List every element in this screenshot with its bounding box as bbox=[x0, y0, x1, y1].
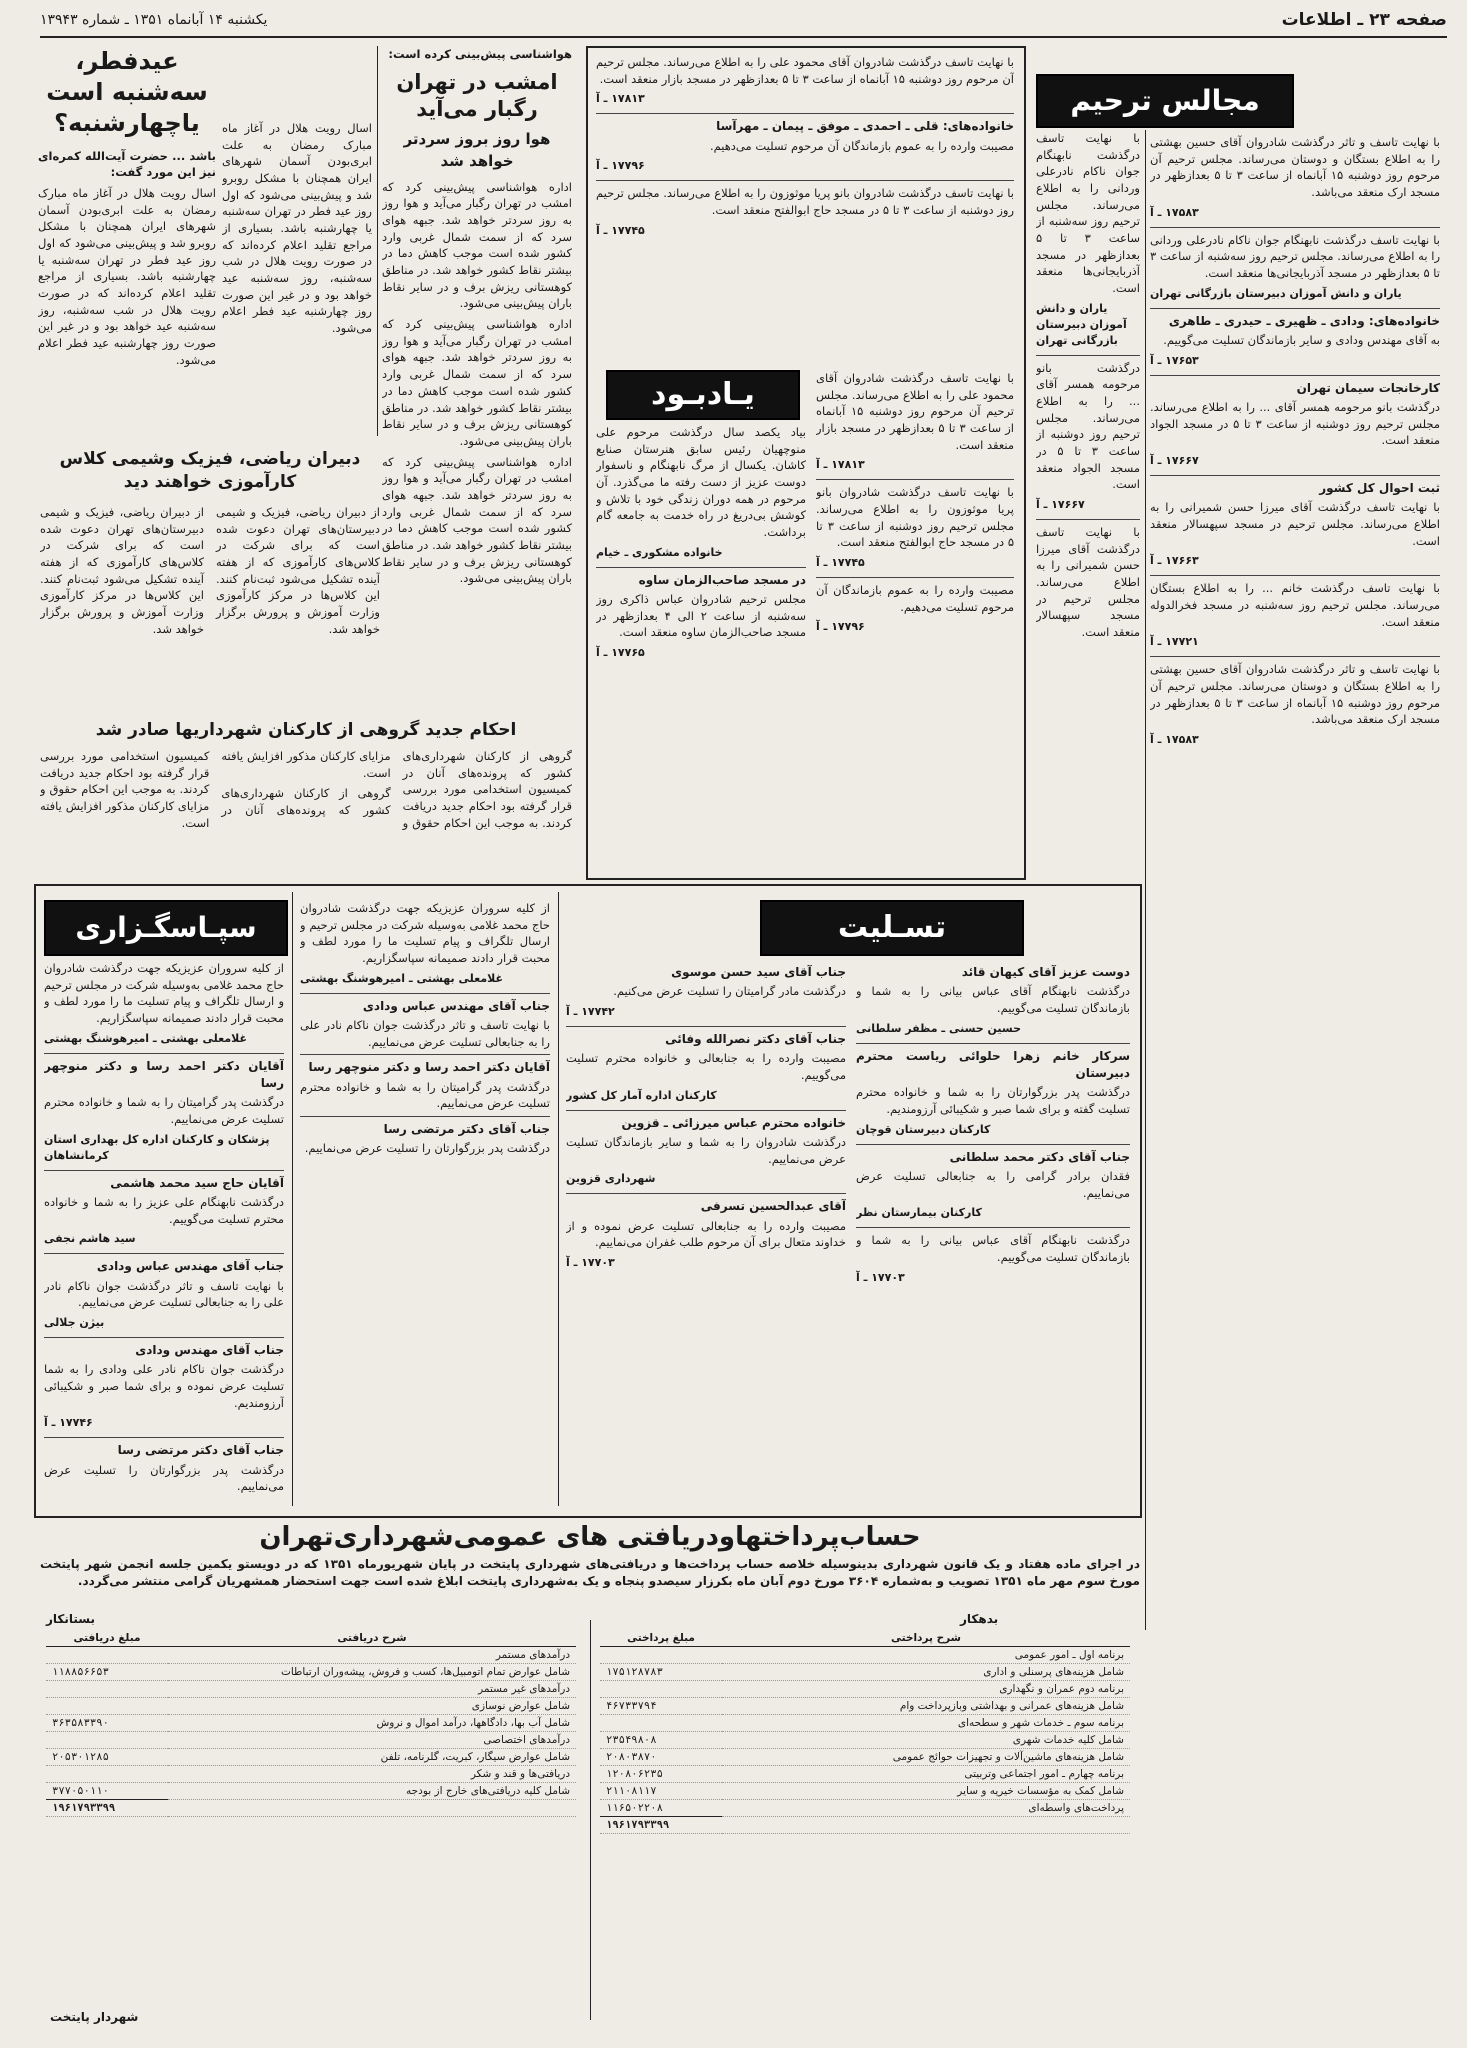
sepasgozari-banner: سپـاسگـزاری bbox=[44, 900, 288, 956]
table-cell-amount: ۴۶۷۳۳۷۹۴ bbox=[600, 1698, 722, 1715]
sepas-item-5 bbox=[44, 1442, 284, 1500]
majales-item-body: با نهایت تاسف و تاثر درگذشت شادروان آقای حسین بهشتی را به اطلاع بستگان و دوستان می‌رساند. مجلس ترحیم آن مرحوم روز دوشنبه ۱۵ آبانماه از ساعت ۳ تا ۵ بعدازظهر در مسجد ارک منعقد می‌باشد. bbox=[1150, 135, 1440, 200]
table-cell-amount: ۲۱۱۰۸۱۱۷ bbox=[600, 1783, 722, 1800]
sepas-column bbox=[44, 960, 284, 1500]
issue-date: یکشنبه ۱۴ آبانماه ۱۳۵۱ ـ شماره ۱۳۹۴۳ bbox=[40, 12, 268, 28]
mayor-signature: شهردار پایتخت bbox=[50, 2010, 139, 2024]
sepas2-item-title: آقایان دکتر احمد رسا و دکتر منوچهر رسا bbox=[308, 1060, 550, 1075]
mid-item-sig: ۱۷۷۹۶ ـ آ bbox=[596, 159, 645, 173]
yadbood-item-body: مجلس ترحیم شادروان عباس ذاکری روز سه‌شنبه از ساعت ۲ الی ۴ بعدازظهر در مسجد صاحب‌الزمان ساوه منعقد است. bbox=[596, 592, 806, 640]
table-row bbox=[46, 1698, 576, 1715]
tasliat-item-body: مصیبت وارده را به جنابعالی تسلیت عرض نموده و از خداوند متعال برای آن مرحوم طلب غفران می‌نماییم. bbox=[566, 1218, 846, 1250]
table-cell-amount bbox=[600, 1647, 722, 1664]
page-header bbox=[40, 8, 1447, 38]
table-cell-description: شامل کمک به مؤسسات خیریه و سایر bbox=[722, 1783, 1130, 1800]
tasliat-item-sig: ۱۷۷۰۳ ـ آ bbox=[856, 1270, 905, 1284]
sepas-item-3 bbox=[44, 1258, 284, 1331]
sepas2-item-title: جناب آقای مهندس عباس ودادی bbox=[362, 998, 550, 1013]
table-cell-description: برنامه چهارم ـ امور اجتماعی وتربیتی bbox=[722, 1766, 1130, 1783]
municipality-body-text: گروهی از کارکنان شهرداری‌های کشور که پرونده‌های آنان در کمیسیون استخدامی مورد بررسی قرار گرفته بود احکام جدید دریافت کردند. به موجب این احکام حقوق و مزایای کارکنان مذکور افزایش یافته است. bbox=[221, 749, 572, 830]
math-body bbox=[40, 504, 380, 654]
table-cell-description: شامل عوارض سیگار، کبریت، گلرنامه، تلفن bbox=[168, 1749, 576, 1766]
page-label: صفحه ۲۳ ـ اطلاعات bbox=[1281, 10, 1447, 30]
table-row bbox=[46, 1749, 576, 1766]
sepas-item-body: درگذشت پدر گرامیتان را به شما و خانواده محترم تسلیت عرض می‌نماییم. bbox=[44, 1095, 284, 1127]
majales-item-title: ثبت احوال کل کشور bbox=[1319, 480, 1440, 495]
table-cell-description: درآمدهای غیر مستمر bbox=[168, 1681, 576, 1698]
yadbood-items bbox=[596, 424, 806, 864]
sepas-item-title: جناب آقای مهندس عباس ودادی bbox=[96, 1259, 284, 1274]
tasliat-item-sig: کارکنان دبیرستان قوچان bbox=[856, 1122, 991, 1136]
sepas2-item-body: درگذشت پدر گرامیتان را به شما و خانواده محترم تسلیت عرض می‌نماییم. bbox=[300, 1079, 550, 1111]
sepas2-item-0 bbox=[300, 900, 550, 987]
mid-right-sig: ۱۷۸۱۳ ـ آ bbox=[816, 458, 865, 472]
column-header: شرح پرداختی bbox=[722, 1630, 1130, 1647]
tasliat-item-sig: ۱۷۷۰۳ ـ آ bbox=[566, 1256, 615, 1270]
tasliat-item-body: درگذشت شادروان را به شما و سایر بازماندگان تسلیت عرض می‌نماییم. bbox=[566, 1135, 846, 1166]
table-cell-amount bbox=[46, 1766, 168, 1783]
payments-total: ۱۹۶۱۷۹۳۳۹۹ bbox=[600, 1817, 722, 1834]
majales-item-2 bbox=[1150, 313, 1440, 369]
mid-item-0 bbox=[596, 54, 1014, 107]
sepas2-item-body: با نهایت تاسف و تاثر درگذشت جوان ناکام نادر علی را به جنابعالی تسلیت عرض می‌نماییم. bbox=[300, 1018, 550, 1049]
sepas-item-body: درگذشت جوان ناکام نادر علی ودادی را به شما تسلیت عرض نموده و برای شما صبر و شکیبائی آرزومندیم. bbox=[44, 1362, 284, 1410]
tasliat-item-5 bbox=[566, 1115, 846, 1188]
tasliat-item-6 bbox=[566, 1198, 846, 1271]
column-header: مبلغ پرداختی bbox=[600, 1630, 722, 1647]
tasliat-item-title: خانواده محترم عباس میرزائی ـ قزوین bbox=[621, 1115, 846, 1130]
sepas-item-body: درگذشت پدر بزرگوارتان را تسلیت عرض می‌نماییم. bbox=[44, 1462, 284, 1494]
yadbood-item-1 bbox=[596, 572, 806, 661]
tasliat-item-title: دوست عزیز آقای کیهان قائد bbox=[961, 965, 1130, 979]
table-cell-amount: ۲۰۵۳۰۱۲۸۵ bbox=[46, 1749, 168, 1766]
table-row bbox=[600, 1698, 1130, 1715]
sepas2-item-2 bbox=[300, 1059, 550, 1112]
majales-item-sig: ۱۷۶۵۳ ـ آ bbox=[1150, 353, 1199, 367]
sepas-item-body: درگذشت نابهنگام علی عزیز را به شما و خانواده محترم تسلیت می‌گوییم. bbox=[44, 1195, 284, 1226]
majales-item-body: با نهایت تاسف درگذشت نابهنگام جوان ناکام نادرعلی وردانی را به اطلاع می‌رساند. مجلس ترحیم روز سه‌شنبه از ساعت ۳ تا ۵ بعدازظهر در مسجد آذربایجانی‌ها منعقد است. bbox=[1150, 232, 1440, 280]
table-row bbox=[46, 1783, 576, 1800]
weather-body-3: اداره هواشناسی پیش‌بینی کرد که امشب در تهران رگبار می‌آید و هوا روز به روز سردتر خواهد شد. جبهه هوای سرد که از سمت شمال غربی وارد کشور شده است موجب کاهش دما در بیشتر نقاط کشور خواهد شد. در مناطق کوهستانی ریزش برف و در سایر نقاط باران پیش‌بینی می‌شود. bbox=[382, 454, 572, 586]
majales-item-4 bbox=[1150, 480, 1440, 569]
municipality-headline: احکام جدید گروهی از کارکنان شهرداریها صادر شد bbox=[95, 720, 517, 740]
majales-item-body: به آقای مهندس ودادی و سایر بازماندگان تسلیت می‌گوییم. bbox=[1163, 332, 1440, 347]
payments-table bbox=[600, 1630, 1130, 1834]
eid-intro: باشد ... حضرت آیت‌الله کمره‌ای نیز این مورد گفت: bbox=[38, 148, 216, 180]
sepas-item-sig: سید هاشم نجفی bbox=[44, 1232, 136, 1246]
tasliat-banner: تسـلیت bbox=[760, 900, 1024, 956]
table-cell-amount bbox=[46, 1698, 168, 1715]
mid-item-sig: ۱۷۸۱۳ ـ آ bbox=[596, 92, 645, 106]
table-cell-description: شامل آب بها، دادگاهها، درآمد اموال و نروش bbox=[168, 1715, 576, 1732]
column-header: شرح دریافتی bbox=[168, 1630, 576, 1647]
majales-banner: مجالس ترحیم bbox=[1036, 74, 1294, 128]
weather-kicker: هواشناسی پیش‌بینی کرده است: bbox=[388, 47, 572, 61]
table-cell-amount: ۳۶۳۵۸۳۳۹۰ bbox=[46, 1715, 168, 1732]
table-cell-description: درآمدهای اختصاصی bbox=[168, 1732, 576, 1749]
mid-item-2 bbox=[596, 185, 1014, 238]
table-cell-description: شامل عوارض تمام اتومبیل‌ها، کسب و فروش، پیشه‌وران ارتباطات bbox=[168, 1664, 576, 1681]
table-cell-description: شامل هزینه‌های پرسنلی و اداری bbox=[722, 1664, 1130, 1681]
mid-item-1 bbox=[596, 118, 1014, 174]
tasliat-item-sig: کارکنان بیمارستان نظر bbox=[856, 1206, 982, 1220]
majales-item-0 bbox=[1150, 134, 1440, 221]
tasliat-column-left bbox=[566, 960, 846, 1500]
table-cell-amount: ۱۷۵۱۲۸۷۸۳ bbox=[600, 1664, 722, 1681]
sepas-item-sig bbox=[44, 1499, 284, 1500]
majales-inner-body: با نهایت تاسف درگذشت نابهنگام جوان ناکام نادرعلی وردانی را به اطلاع می‌رساند. مجلس ترحیم روز سه‌شنبه از ساعت ۳ تا ۵ بعدازظهر در مسجد آذربایجانی‌ها منعقد است. bbox=[1036, 131, 1140, 296]
finance-credit-label: بستانکار bbox=[46, 1612, 96, 1626]
tasliat-item-body: فقدان برادر گرامی را به جنابعالی تسلیت عرض می‌نماییم. bbox=[856, 1169, 1130, 1200]
table-row bbox=[600, 1664, 1130, 1681]
majales-item-6 bbox=[1150, 661, 1440, 748]
tasliat-item-3 bbox=[566, 964, 846, 1020]
tasliat-item-title: جناب آقای دکتر محمد سلطانی bbox=[949, 1149, 1130, 1164]
weather-article bbox=[382, 46, 572, 666]
majales-item-title: خانواده‌های: ودادی ـ ظهیری ـ حیدری ـ طاهری bbox=[1168, 313, 1440, 328]
majales-item-body: با نهایت تاسف درگذشت آقای میرزا حسن شمیرانی را به اطلاع می‌رساند. مجلس ترحیم در مسجد سپهسالار منعقد است. bbox=[1150, 500, 1440, 548]
mid-item-body: مصیبت وارده را به عموم بازماندگان آن مرحوم تسلیت می‌دهیم. bbox=[709, 138, 1014, 153]
sepas-item-sig: ۱۷۷۴۶ ـ آ bbox=[44, 1416, 93, 1430]
yadbood-item-0 bbox=[596, 424, 806, 561]
tasliat-item-0 bbox=[856, 964, 1130, 1037]
sepas-item-sig: غلامعلی بهشتی ـ امیرهوشنگ بهشتی bbox=[44, 1031, 248, 1045]
sepas-item-1 bbox=[44, 1058, 284, 1164]
table-row bbox=[46, 1647, 576, 1664]
right-column-divider bbox=[1145, 130, 1146, 1630]
table-total-row bbox=[600, 1817, 1130, 1834]
weather-headline: امشب در تهران رگبار می‌آید bbox=[396, 69, 558, 121]
mid-obituaries bbox=[596, 54, 1014, 354]
eid-body-cont: اسال رویت هلال در آغاز ماه مبارک رمضان به علت ابری‌بودن آسمان شهرهای ایران همچنان با مشکل روبرو شد و پیش‌بینی می‌شود که اول روز عید فطر در تهران سه‌شنبه یا چهارشنبه باشد. بسیاری از مراجع تقلید اعلام کرده‌اند که در صورت رویت هلال در شب سه‌شنبه، روز سه‌شنبه عید خواهد بود و در غیر این صورت روز چهارشنبه عید فطر اعلام می‌شود. bbox=[222, 121, 372, 336]
sepas2-item-title: جناب آقای دکتر مرتضی رسا bbox=[383, 1122, 550, 1137]
majales-column-inner bbox=[1036, 130, 1140, 870]
tasliat-item-body: درگذشت مادر گرامیتان را تسلیت عرض می‌کنیم. bbox=[613, 984, 846, 999]
receipts-table bbox=[46, 1630, 576, 1817]
table-row bbox=[600, 1766, 1130, 1783]
majales-item-3 bbox=[1150, 380, 1440, 469]
tasliat-item-title: جناب آقای سید حسن موسوی bbox=[671, 965, 846, 979]
tasliat-item-0b bbox=[856, 1232, 1130, 1285]
table-cell-description: برنامه دوم عمران و نگهداری bbox=[722, 1681, 1130, 1698]
table-cell-description: شامل کلیه دریافتی‌های خارج از بودجه bbox=[168, 1783, 576, 1800]
table-total-row bbox=[46, 1800, 576, 1817]
eid-body: اسال رویت هلال در آغاز ماه مبارک رمضان به علت ابری‌بودن آسمان شهرهای ایران همچنان با مشکل روبرو شد و پیش‌بینی می‌شود که اول روز عید فطر در تهران سه‌شنبه یا چهارشنبه باشد. بسیاری از مراجع تقلید اعلام کرده‌اند که در صورت رویت هلال در شب سه‌شنبه، روز سه‌شنبه عید خواهد بود و در غیر این صورت روز چهارشنبه عید فطر اعلام می‌شود. bbox=[38, 185, 216, 367]
table-cell-description: دریافتی‌ها و قند و شکر bbox=[168, 1766, 576, 1783]
tasliat-item-1 bbox=[856, 1048, 1130, 1138]
table-cell-amount: ۱۱۸۸۵۶۶۵۳ bbox=[46, 1664, 168, 1681]
table-row bbox=[600, 1732, 1130, 1749]
table-cell-description: شامل هزینه‌های عمرانی و بهداشتی وبازپرداخت وام bbox=[722, 1698, 1130, 1715]
sepas-item-0 bbox=[44, 960, 284, 1047]
table-row bbox=[600, 1715, 1130, 1732]
table-cell-description: شامل عوارض نوسازی bbox=[168, 1698, 576, 1715]
sepas-item-4 bbox=[44, 1342, 284, 1431]
table-cell-amount bbox=[600, 1681, 722, 1698]
table-cell-description: درآمدهای مستمر bbox=[168, 1647, 576, 1664]
table-cell-description: برنامه سوم ـ خدمات شهر و سطحه‌ای bbox=[722, 1715, 1130, 1732]
mid-obituaries-right bbox=[816, 370, 1014, 866]
yadbood-banner: یـادبـود bbox=[606, 370, 800, 420]
majales-inner-body-3: با نهایت تاسف درگذشت آقای میرزا حسن شمیرانی را به اطلاع می‌رساند. مجلس ترحیم در مسجد سپهسالار منعقد است. bbox=[1036, 524, 1140, 639]
sepas-item-sig: بیژن جلالی bbox=[44, 1316, 105, 1330]
table-row bbox=[46, 1630, 576, 1647]
mid-item-sig: ۱۷۷۴۵ ـ آ bbox=[596, 223, 645, 237]
majales-item-sig: ۱۷۶۶۳ ـ آ bbox=[1150, 554, 1199, 568]
finance-headline: حساب‌پرداختهاودریافتی های عمومی‌شهرداری‌تهران bbox=[259, 1522, 921, 1552]
math-headline: دبیران ریاضی، فیزیک وشیمی کلاس کارآموزی خواهند دید bbox=[59, 449, 361, 492]
column-header: مبلغ دریافتی bbox=[46, 1630, 168, 1647]
tasliat-column-right bbox=[856, 960, 1130, 1500]
tasliat-item-body: درگذشت نابهنگام آقای عباس بیانی را به شما و بازماندگان تسلیت می‌گوییم. bbox=[856, 1233, 1130, 1265]
tasliat-item-title: جناب آقای دکتر نصرالله وفائی bbox=[665, 1032, 846, 1046]
sepas2-item-1 bbox=[300, 998, 550, 1051]
sepas-item-title: جناب آقای مهندس ودادی bbox=[135, 1342, 284, 1357]
table-cell-amount: ۳۷۷۰۵۰۱۱۰ bbox=[46, 1783, 168, 1800]
sepas2-item-sig: غلامعلی بهشتی ـ امیرهوشنگ بهشتی bbox=[300, 971, 504, 985]
finance-debit-label: بدهکار bbox=[960, 1612, 999, 1626]
sepas-item-title: جناب آقای دکتر مرتضی رسا bbox=[117, 1443, 284, 1458]
sepas-item-title: آقایان حاج سید محمد هاشمی bbox=[110, 1175, 284, 1190]
yadbood-item-sig: خانواده مشکوری ـ خیام bbox=[596, 545, 723, 559]
majales-item-sig: ۱۷۶۶۷ ـ آ bbox=[1150, 453, 1199, 467]
mid-right-body: با نهایت تاسف درگذشت شادروان آقای محمود علی را به اطلاع می‌رساند. مجلس ترحیم آن مرحوم روز دوشنبه ۱۵ آبانماه از ساعت ۳ تا ۵ بعدازظهر در مسجد بازار منعقد است. bbox=[816, 371, 1014, 452]
weather-body: اداره هواشناسی پیش‌بینی کرد که امشب در تهران رگبار می‌آید و هوا روز به روز سردتر خواهد شد. جبهه هوای سرد که از سمت شمال غربی وارد کشور شده است موجب کاهش دما در بیشتر نقاط کشور خواهد شد. در مناطق کوهستانی ریزش برف و در سایر نقاط باران پیش‌بینی می‌شود. bbox=[382, 179, 572, 311]
majales-inner-body-2: درگذشت بانو مرحومه همسر آقای ... را به اطلاع می‌رساند. مجلس ترحیم روز دوشنبه از ساعت ۳ تا ۵ در مسجد الجواد منعقد است. bbox=[1036, 360, 1140, 492]
sepas-item-body: از کلیه سروران عزیزیکه جهت درگذشت شادروان حاج محمد غلامی به‌وسیله شرکت در مجلس ترحیم و ارسال تلگراف و پیام تسلیت ما را مورد لطف و محبت قرار دادند صمیمانه سپاسگزاریم. bbox=[44, 961, 284, 1026]
eid-headline: عیدفطر، سه‌شنبه است یاچهارشنبه؟ bbox=[46, 47, 208, 138]
eid-article-cont bbox=[222, 120, 372, 440]
majales-item-1 bbox=[1150, 232, 1440, 302]
tasliat-divider bbox=[558, 892, 559, 1506]
table-cell-amount: ۲۰۸۰۳۸۷۰ bbox=[600, 1749, 722, 1766]
table-row bbox=[600, 1749, 1130, 1766]
table-row bbox=[600, 1800, 1130, 1817]
table-cell-amount bbox=[46, 1681, 168, 1698]
finance-divider bbox=[590, 1620, 591, 2020]
mid-right-sig-2: ۱۷۷۴۵ ـ آ bbox=[816, 555, 865, 569]
municipality-body bbox=[40, 748, 572, 878]
table-cell-description: برنامه اول ـ امور عمومی bbox=[722, 1647, 1130, 1664]
table-row bbox=[600, 1783, 1130, 1800]
table-cell-amount bbox=[46, 1732, 168, 1749]
finance-intro bbox=[40, 1556, 1140, 1620]
majales-item-title: کارخانجات سیمان تهران bbox=[1296, 380, 1440, 395]
tasliat-item-4 bbox=[566, 1031, 846, 1104]
tasliat-item-sig: کارکنان اداره آمار کل کشور bbox=[566, 1088, 717, 1102]
tasliat-item-body: درگذشت پدر بزرگوارتان را به شما و خانواده محترم تسلیت گفته و برای شما صبر و شکیبائی آرزومندیم. bbox=[856, 1085, 1130, 1117]
majales-item-body: درگذشت بانو مرحومه همسر آقای ... را به اطلاع می‌رساند. مجلس ترحیم روز دوشنبه از ساعت ۳ تا ۵ در مسجد الجواد منعقد است. bbox=[1150, 399, 1440, 448]
majales-item-sig: یاران و دانش آموزان دبیرستان بازرگانی تهران bbox=[1150, 286, 1402, 300]
majales-item-sig: ۱۷۷۲۱ ـ آ bbox=[1150, 635, 1199, 649]
table-cell-description: شامل هزینه‌های ماشین‌آلات و تجهیزات حوائج عمومی bbox=[722, 1749, 1130, 1766]
weather-subhead: هوا روز بروز سردتر خواهد شد bbox=[403, 130, 551, 171]
sepas-column-2 bbox=[300, 900, 550, 1500]
math-body-text: از دبیران ریاضی، فیزیک و شیمی دبیرستان‌های تهران دعوت شده است که برای شرکت در کلاس‌های کارآموزی که از هفته آینده تشکیل می‌شود ثبت‌نام کنند. این کلاس‌ها در مرکز کارآموزی وزارت آموزش و پرورش برگزار خواهد شد. bbox=[216, 505, 380, 636]
sepas2-item-body: از کلیه سروران عزیزیکه جهت درگذشت شادروان حاج محمد غلامی به‌وسیله شرکت در مجلس ترحیم و ارسال تلگراف و پیام تسلیت ما را مورد لطف و محبت قرار دادند صمیمانه سپاسگزاریم. bbox=[300, 901, 550, 966]
tasliat-item-sig: شهرداری قزوین bbox=[566, 1172, 656, 1186]
table-cell-description: شامل کلیه خدمات شهری bbox=[722, 1732, 1130, 1749]
table-cell-amount: ۱۱۶۵۰۲۲۰۸ bbox=[600, 1800, 722, 1817]
majales-column bbox=[1150, 130, 1440, 1630]
sepas2-item-body: درگذشت پدر بزرگوارتان را تسلیت عرض می‌نماییم. bbox=[304, 1141, 550, 1156]
table-cell-amount bbox=[600, 1715, 722, 1732]
table-row bbox=[46, 1766, 576, 1783]
mid-right-sig-3: ۱۷۷۹۶ ـ آ bbox=[816, 620, 865, 634]
sepas-item-title: آقایان دکتر احمد رسا و دکتر منوچهر رسا bbox=[44, 1058, 284, 1091]
table-row bbox=[600, 1647, 1130, 1664]
table-cell-amount: ۱۲۰۸۰۶۲۳۵ bbox=[600, 1766, 722, 1783]
mid-right-body-2: با نهایت تاسف درگذشت شادروان بانو پریا موثوزون را به اطلاع می‌رساند. مجلس ترحیم روز دوشنبه از ساعت ۳ تا ۵ در مسجد حاج ابوالفتح منعقد است. bbox=[816, 485, 1014, 550]
sepas2-item-3 bbox=[300, 1121, 550, 1157]
majales-item-body: با نهایت تاسف و تاثر درگذشت شادروان آقای حسین بهشتی را به اطلاع بستگان و دوستان می‌رساند. مجلس ترحیم آن مرحوم روز دوشنبه ۱۵ آبانماه از ساعت ۳ تا ۵ بعدازظهر در مسجد ارک منعقد می‌باشد. bbox=[1150, 662, 1440, 727]
municipality-body-text-2: گروهی از کارکنان شهرداری‌های کشور که پرونده‌های آنان در کمیسیون استخدامی مورد بررسی قرار گرفته بود احکام جدید دریافت کردند. به موجب این احکام حقوق و مزایای کارکنان مذکور افزایش یافته است. bbox=[40, 749, 391, 830]
yadbood-item-body: بیاد یکصد سال درگذشت مرحوم علی منوچهیان رئیس سابق هنرستان صنایع کاشان. یکسال از مرگ نابهنگام و ناسفوار دوست عزیز از دست رفته ما می‌گذرد. آن مرحوم در همه دوران زندگی خود با تلاش و کوشش بی‌دریغ در راه خدمت به جامعه گام برداشت. bbox=[596, 425, 806, 540]
table-row bbox=[46, 1681, 576, 1698]
majales-item-sig: ۱۷۵۸۳ ـ آ bbox=[1150, 205, 1199, 219]
yadbood-item-title: در مسجد صاحب‌الزمان ساوه bbox=[638, 572, 806, 587]
table-cell-amount bbox=[46, 1647, 168, 1664]
table-row bbox=[46, 1732, 576, 1749]
mid-item-title: خانواده‌های: قلی ـ احمدی ـ موفق ـ پیمان ـ مهرآسا bbox=[716, 119, 1014, 134]
mid-item-body: با نهایت تاسف درگذشت شادروان بانو پریا موثوزون را به اطلاع می‌رساند. مجلس ترحیم روز دوشنبه از ساعت ۳ تا ۵ در مسجد حاج ابوالفتح منعقد است. bbox=[596, 186, 1014, 217]
mid-item-body: با نهایت تاسف درگذشت شادروان آقای محمود علی را به اطلاع می‌رساند. مجلس ترحیم آن مرحوم روز دوشنبه ۱۵ آبانماه از ساعت ۳ تا ۵ بعدازظهر در مسجد بازار منعقد است. bbox=[596, 55, 1014, 86]
finance-intro-text: در اجرای ماده هفتاد و یک قانون شهرداری بدینوسیله خلاصه حساب پرداخت‌ها و دریافتی‌های شهرداری پایتخت در پایان شهریورماه ۱۳۵۱ که در دویستو یکمین جلسه انجمن شهر پایتخت مورخ سوم مهر ماه ۱۳۵۱ تصویب و به‌شماره ۳۶۰۴ مورخ دوم آبان ماه بکرزار سیصدو پنجاه و یک به‌شهرداری پایتخت ابلاغ شده است جهت استحضار همشهریان گرامی منتشر می‌گردد. bbox=[40, 1557, 1140, 1589]
sepas-item-body: با نهایت تاسف و تاثر درگذشت جوان ناکام نادر علی را به جنابعالی تسلیت عرض می‌نماییم. bbox=[44, 1278, 284, 1310]
majales-item-body: با نهایت تاسف درگذشت خانم ... را به اطلاع بستگان می‌رساند. مجلس ترحیم روز سه‌شنبه در مسجد فخرالدوله منعقد است. bbox=[1150, 581, 1440, 629]
table-row bbox=[46, 1664, 576, 1681]
majales-item-5 bbox=[1150, 580, 1440, 650]
table-cell-amount: ۲۳۵۴۹۸۰۸ bbox=[600, 1732, 722, 1749]
column-divider bbox=[377, 46, 378, 436]
majales-item-sig: ۱۷۵۸۳ ـ آ bbox=[1150, 732, 1199, 746]
tasliat-item-2 bbox=[856, 1149, 1130, 1222]
mid-right-body-3: مصیبت وارده را به عموم بازماندگان آن مرحوم تسلیت می‌دهیم. bbox=[816, 582, 1014, 614]
tasliat-item-sig: حسین حسنی ـ مظفر سلطانی bbox=[856, 1021, 1022, 1035]
sepas-divider bbox=[292, 892, 293, 1506]
table-cell-description: پرداخت‌های واسطه‌ای bbox=[722, 1800, 1130, 1817]
tasliat-item-sig: ۱۷۷۴۲ ـ آ bbox=[566, 1005, 615, 1019]
tasliat-item-title: آقای عبدالحسین تسرفی bbox=[700, 1199, 846, 1214]
sepas-item-2 bbox=[44, 1175, 284, 1248]
receipts-total: ۱۹۶۱۷۹۳۳۹۹ bbox=[46, 1800, 168, 1817]
table-row bbox=[46, 1715, 576, 1732]
table-row bbox=[600, 1681, 1130, 1698]
tasliat-item-title: سرکار خانم زهرا حلوائی ریاست محترم دبیرستان bbox=[856, 1048, 1130, 1081]
table-row bbox=[600, 1630, 1130, 1647]
majales-inner-sig-2: ۱۷۶۶۷ ـ آ bbox=[1036, 497, 1085, 511]
weather-body-2: اداره هواشناسی پیش‌بینی کرد که امشب در تهران رگبار می‌آید و هوا روز به روز سردتر خواهد شد. جبهه هوای سرد که از سمت شمال غربی وارد کشور شده است موجب کاهش دما در بیشتر نقاط کشور خواهد شد. در مناطق کوهستانی ریزش برف و در سایر نقاط باران پیش‌بینی می‌شود. bbox=[382, 317, 572, 448]
majales-inner-sig: یاران و دانش آموزان دبیرستان بازرگانی تهران bbox=[1036, 301, 1127, 347]
sepas-item-sig: پزشکان و کارکنان اداره کل بهداری استان کرمانشاهان bbox=[44, 1132, 270, 1162]
yadbood-item-sig: ۱۷۷۶۵ ـ آ bbox=[596, 646, 645, 660]
math-body-text-2: از دبیران ریاضی، فیزیک و شیمی دبیرستان‌های تهران دعوت شده است که برای شرکت در کلاس‌های کارآموزی که از هفته آینده تشکیل می‌شود ثبت‌نام کنند. این کلاس‌ها در مرکز کارآموزی وزارت آموزش و پرورش برگزار خواهد شد. bbox=[40, 505, 204, 636]
tasliat-item-body: درگذشت نابهنگام آقای عباس بیانی را به شما و بازماندگان تسلیت می‌گوییم. bbox=[856, 984, 1130, 1016]
tasliat-item-body: مصیبت وارده را به جنابعالی و خانواده محترم تسلیت می‌گوییم. bbox=[566, 1051, 846, 1083]
